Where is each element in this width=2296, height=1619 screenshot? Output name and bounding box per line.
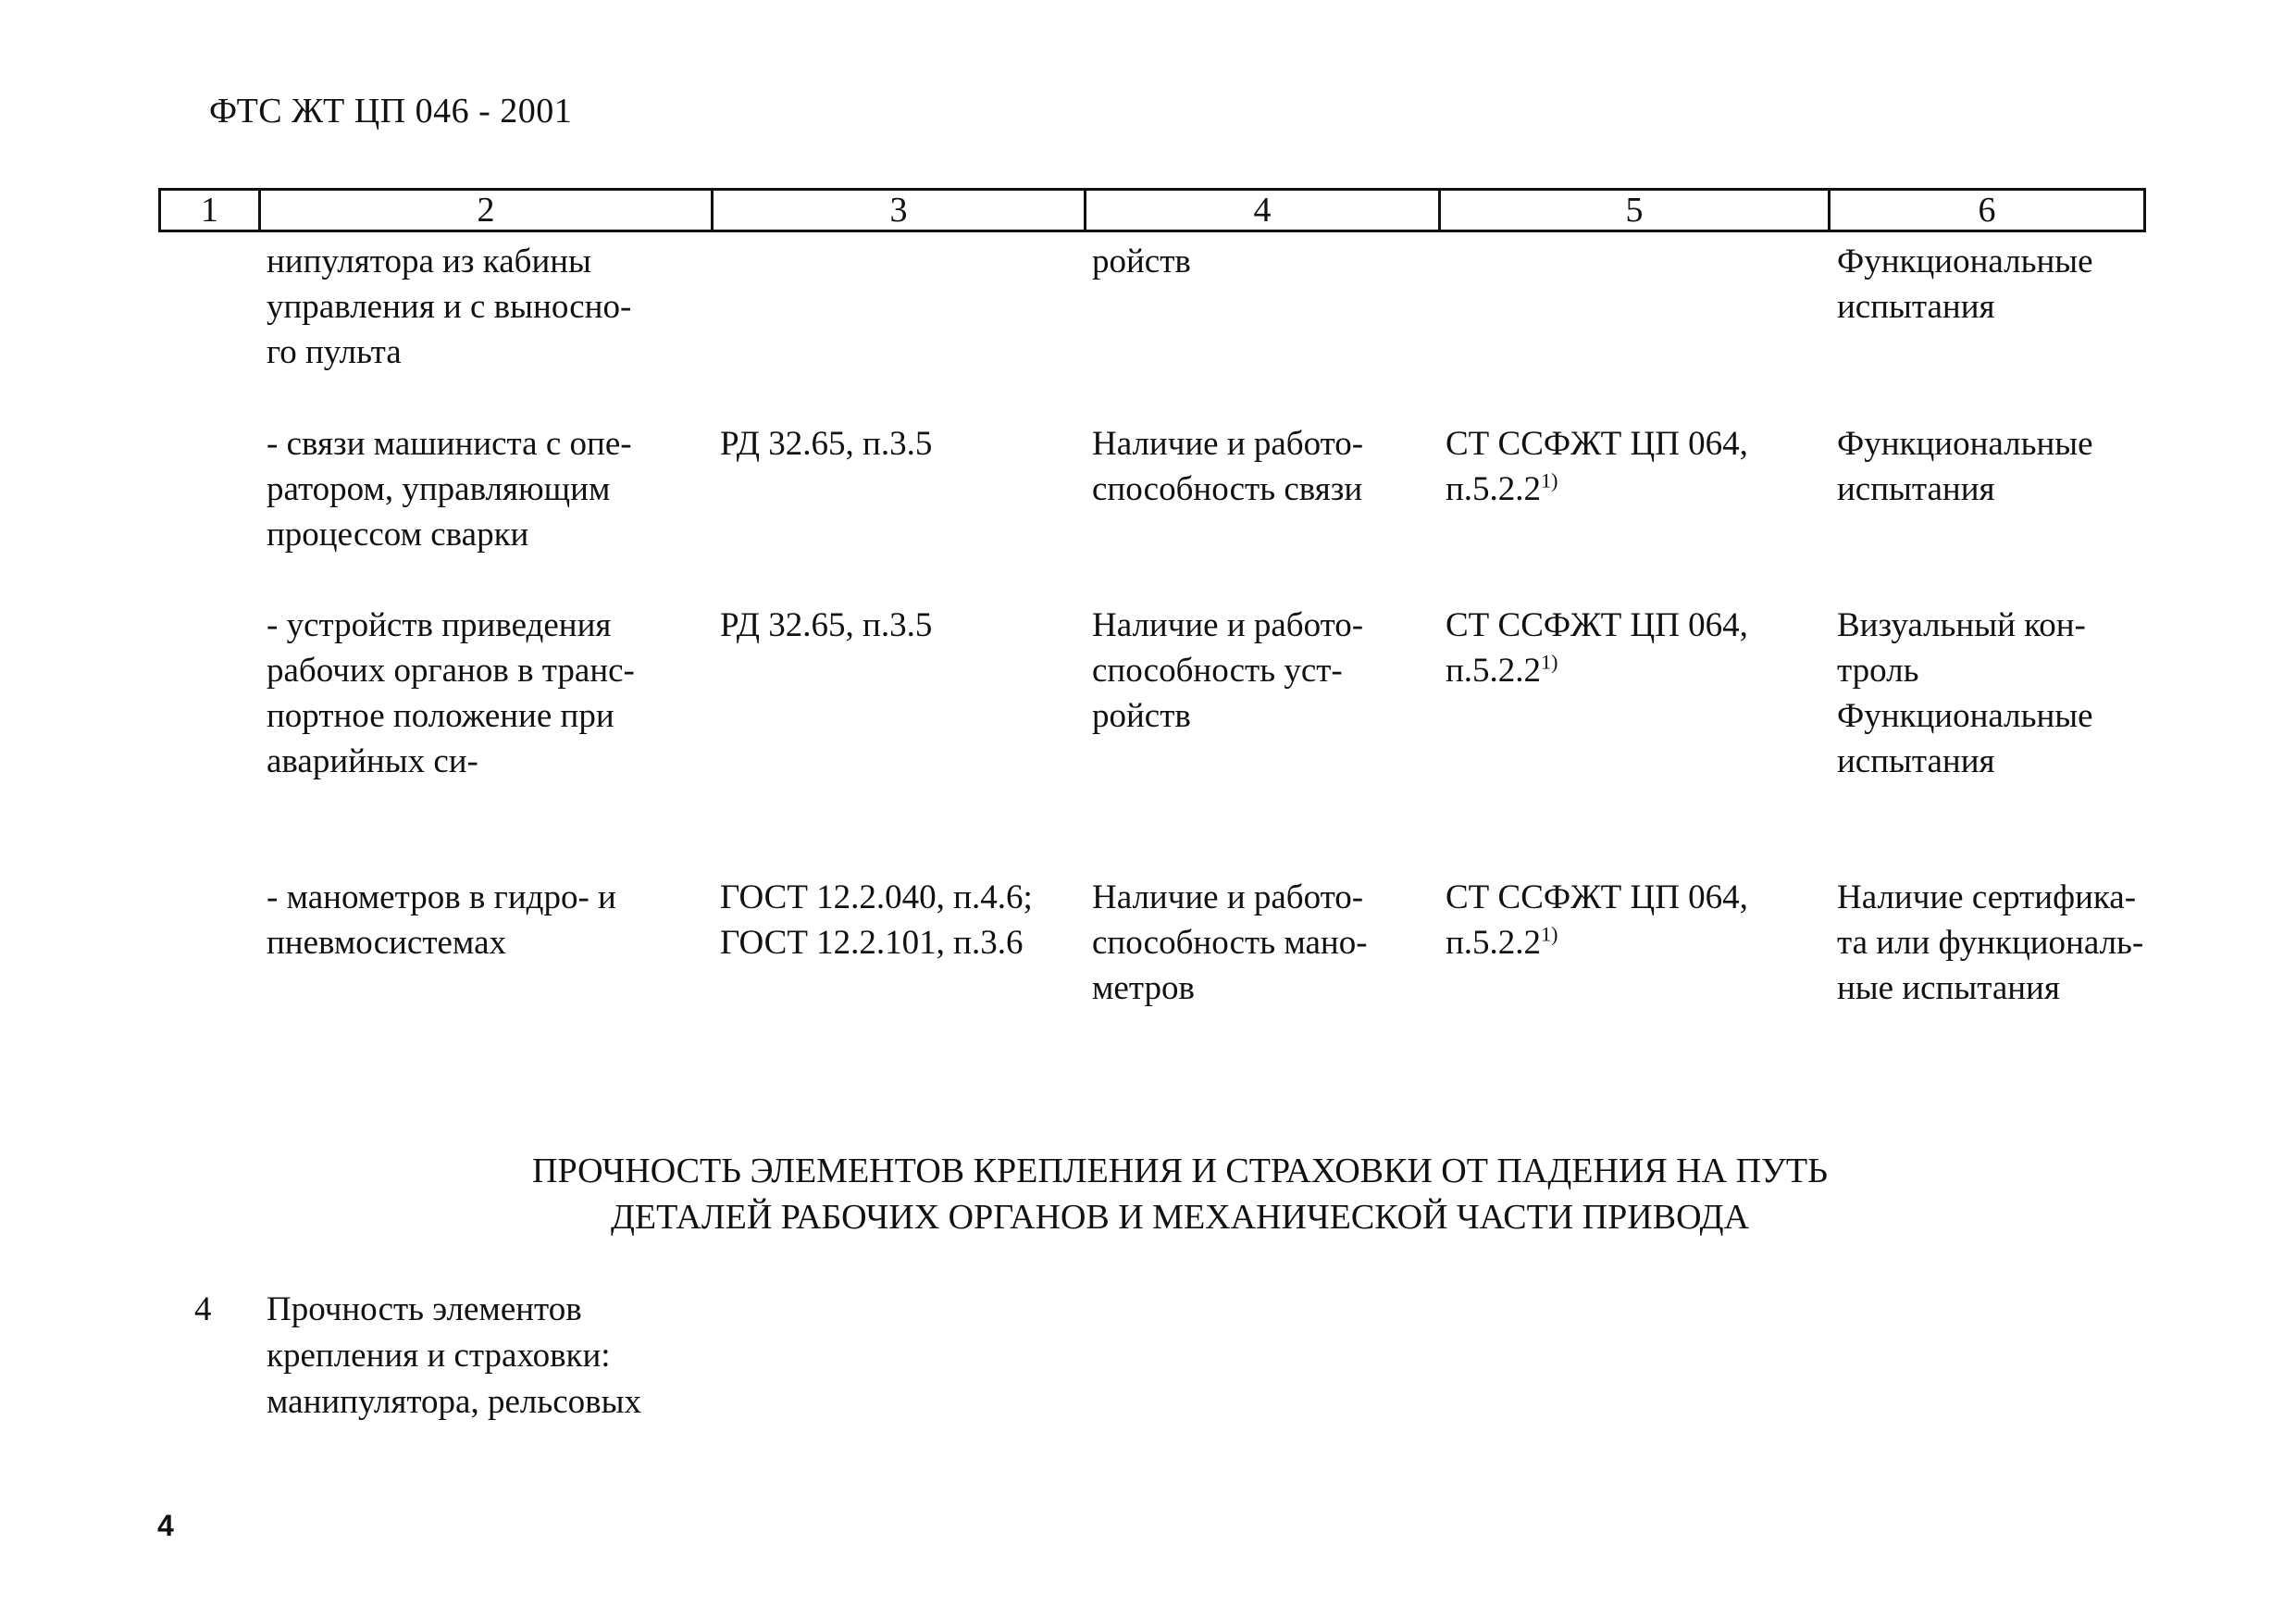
column-number-3: 3 [713, 190, 1086, 231]
item-requirement-text: Прочность элементов крепления и страховки: манипулятора, рельсовых [267, 1290, 641, 1421]
column-number-2: 2 [260, 190, 713, 231]
column-number-1: 1 [160, 190, 260, 231]
confirmation-method-cell: Функциональные испытания [1837, 243, 2093, 326]
document-code: ФТС ЖТ ЦП 046 - 2001 [209, 92, 573, 131]
checked-indicator-cell: Наличие и работо- способность мано- метров [1092, 878, 1368, 1007]
footnote-mark: 1) [1541, 468, 1558, 492]
test-method-cell [1446, 421, 1834, 512]
checked-indicator-cell: Наличие и работо- способность связи [1092, 425, 1364, 508]
item-number: 4 [194, 1290, 212, 1328]
confirmation-method-cell: Наличие сертифика- та или функциональ- ные испытания [1837, 878, 2144, 1007]
normative-document-cell: РД 32.65, п.3.5 [720, 606, 933, 644]
requirement-cell: нипулятора из кабины управления и с выносно- го пульта [267, 243, 632, 371]
section-heading: ПРОЧНОСТЬ ЭЛЕМЕНТОВ КРЕПЛЕНИЯ И СТРАХОВКИ ОТ ПАДЕНИЯ НА ПУТЬ ДЕТАЛЕЙ РАБОЧИХ ОРГАНОВ И МЕХАНИЧЕСКОЙ ЧАСТИ ПРИВОДА [532, 1152, 1828, 1237]
column-number-5: 5 [1440, 190, 1830, 231]
test-method-cell [1446, 875, 1834, 965]
test-method-text: СТ ССФЖТ ЦП 064, п.5.2.2 [1446, 606, 1748, 690]
column-number-6: 6 [1830, 190, 2145, 231]
column-number-4: 4 [1086, 190, 1440, 231]
confirmation-method-cell: Функциональные испытания [1837, 425, 2093, 508]
normative-document-cell: РД 32.65, п.3.5 [720, 425, 933, 463]
page-number: 4 [157, 1509, 174, 1542]
checked-indicator-cell: Наличие и работо- способность уст- ройств [1092, 606, 1364, 735]
footnote-mark: 1) [1541, 922, 1558, 946]
confirmation-method-cell: Визуальный кон- троль Функциональные испытания [1837, 606, 2093, 780]
footnote-mark: 1) [1541, 650, 1558, 674]
test-method-text: СТ ССФЖТ ЦП 064, п.5.2.2 [1446, 878, 1748, 962]
requirement-cell: - устройств приведения рабочих органов в транс- портное положение при аварийных си- [267, 606, 635, 780]
requirement-cell: - связи машиниста с опе- ратором, управляющим процессом сварки [267, 425, 632, 554]
normative-document-cell: ГОСТ 12.2.040, п.4.6; ГОСТ 12.2.101, п.3.6 [720, 878, 1033, 962]
test-method-text: СТ ССФЖТ ЦП 064, п.5.2.2 [1446, 425, 1748, 508]
test-method-cell [1446, 603, 1834, 693]
checked-indicator-cell: ройств [1092, 243, 1191, 280]
requirement-cell: - манометров в гидро- и пневмосистемах [267, 878, 616, 962]
